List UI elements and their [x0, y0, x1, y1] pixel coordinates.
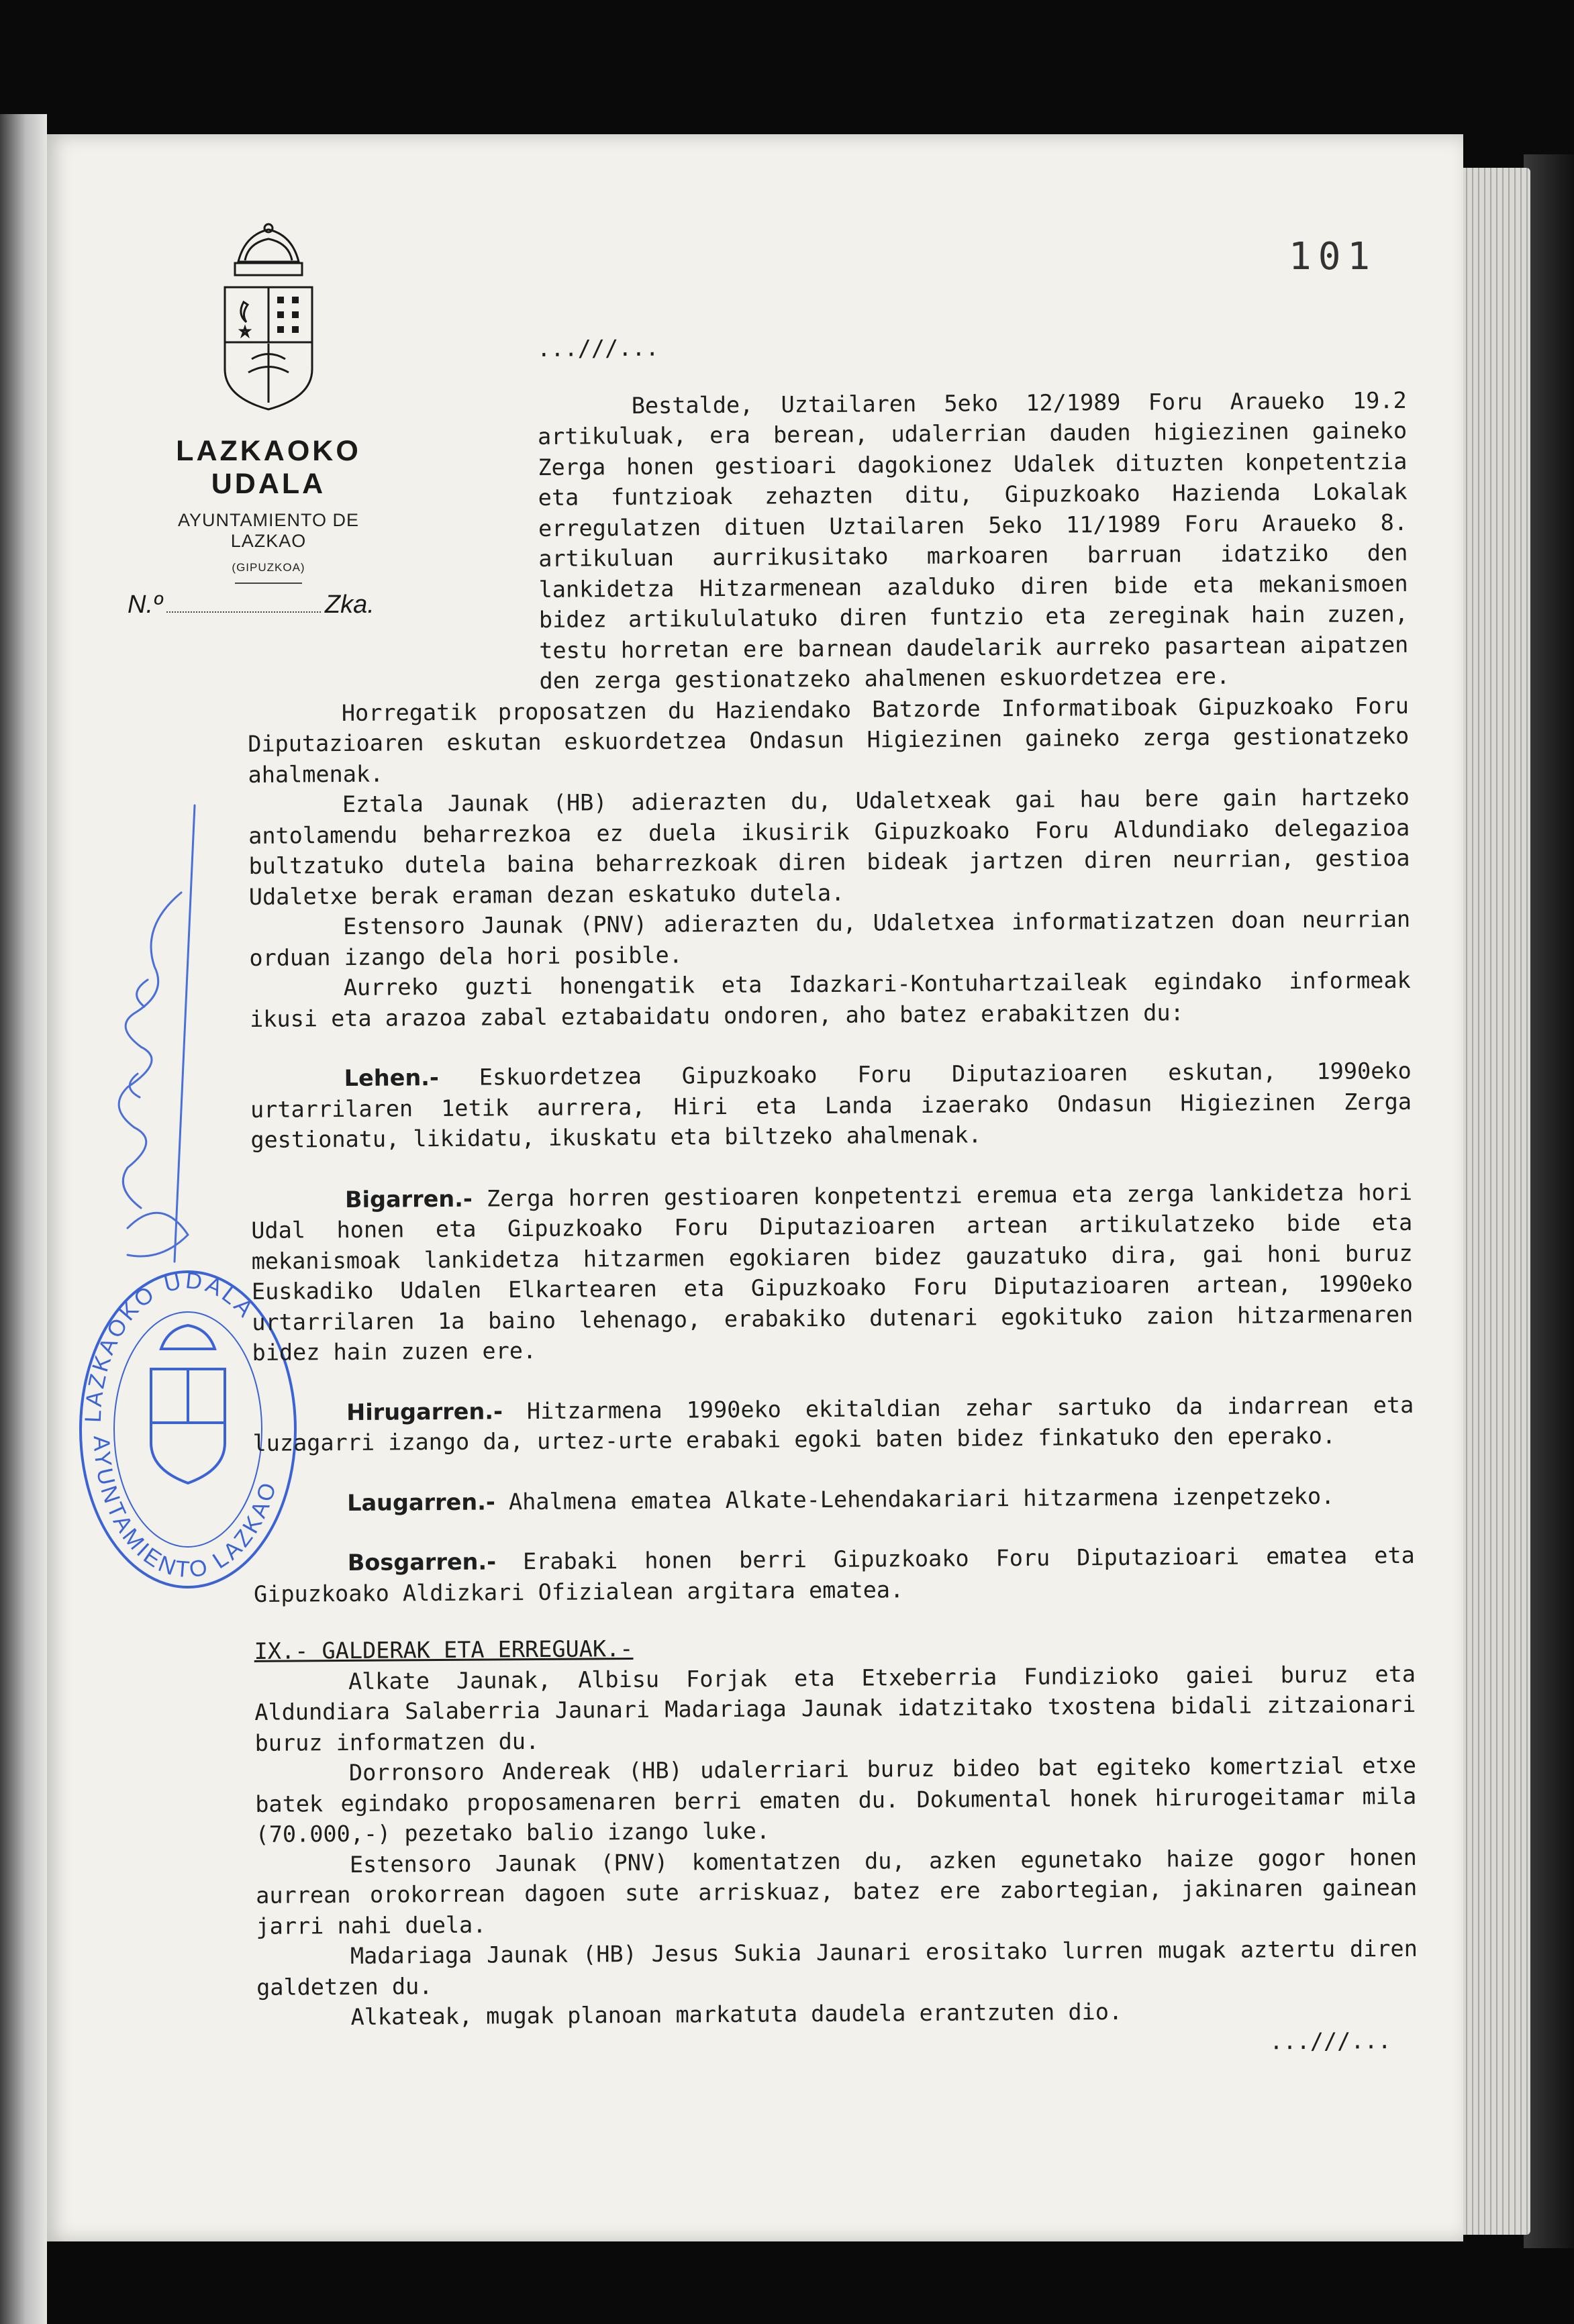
paragraph: Eztala Jaunak (HB) adierazten du, Udaletxeak gai hau bere gain hartzeko antolamendu beharrezkoa ez duela ikusirik Gipuzkoako Foru Aldundiako delegazioa bultzatuko dutela baina beharrezkoak diren bideak jartzen diren neurrian, gestioa Udaletxe berak eraman dezan eskatuko dutela. — [248, 783, 1410, 910]
continuation-marker-top: ...///... — [537, 334, 659, 362]
resolution-text: Erabaki honen berri Gipuzkoako Foru Diputazioari ematea eta Gipuzkoako Aldizkari Ofizialean argitara ematea. — [253, 1542, 1415, 1607]
paragraph: Aurreko guzti honengatik eta Idazkari-Kontuhartzaileak egindako informeak ikusi eta arazoa zabal eztabaidatu ondoren, aho batez erabakitzen du: — [249, 966, 1411, 1032]
handwritten-signature — [87, 792, 222, 1275]
intro-paragraph: Bestalde, Uztailaren 5eko 12/1989 Foru Araueko 19.2 artikuluak, era berean, udalerrian dauden higiezinen gaineko Zerga honen gestioari dagokionez Udalek dituzten konpetentzia eta funtzioak zehazten ditu, Gipuzkoako Hazienda Lokalak erregulatzen dituen Uztailaren 5eko 11/1989 Foru Araueko 8. artikuluan aurrikusitako markoaren barruan idatziko den lankidetza Hitzarmenean azalduko diren bide eta mekanismoen bidez artikululatuko diren funtzio eta zereginak hain zuzen, testu horretan ere barnean daudelarik aurreko pasartean aipatzen den zerga gestionatzeko ahalmenen eskuordetzea ere. — [537, 387, 1409, 694]
resolution-item — [253, 1480, 1414, 1519]
resolution-item — [250, 1056, 1412, 1156]
ref-zka-label: Zka. — [324, 591, 375, 619]
continuation-marker-bottom: ...///... — [1269, 2027, 1391, 2054]
paragraph: Horregatik proposatzen du Haziendako Batzorde Informatiboak Gipuzkoako Foru Diputazioaren eskutan eskuordetzea Ondasun Higiezinen gaineko zerga gestionatzeko ahalmenak. — [248, 692, 1410, 788]
document-body — [245, 327, 1418, 2064]
section-paragraph: Estensoro Jaunak (PNV) komentatzen du, azken egunetako haize gogor honen aurrean orokorrean dagoen sute arriskuaz, batez ere zabortegian, jakinaren gainean jarri nahi duela. — [256, 1843, 1418, 1939]
stamp-text-bottom: AYUNTAMIENTO LAZKAO — [88, 1435, 283, 1583]
section-paragraph: Madariaga Jaunak (HB) Jesus Sukia Jaunari erositako lurren mugak aztertu diren galdetzen du. — [256, 1935, 1418, 2001]
org-region: (GIPUZKOA) — [232, 561, 305, 574]
stamp-text-top: LAZKAOKO UDALA — [80, 1268, 260, 1423]
ref-number-label: N.º — [128, 591, 162, 619]
binder-shadow — [1524, 154, 1574, 2248]
page-number: 101 — [1289, 235, 1377, 279]
resolution-text: Hitzarmena 1990eko ekitaldian zehar sartuko da indarrean eta luzagarri izango da, urtez-urte erabaki egoki baten bidez finkatuko den eperako. — [252, 1391, 1414, 1456]
org-name: LAZKAOKO UDALA — [176, 435, 361, 500]
facing-page-edge — [0, 114, 47, 2324]
resolution-label: Bosgarren.- — [347, 1548, 497, 1576]
org-subtitle: AYUNTAMIENTO DE LAZKAO — [177, 510, 360, 551]
resolution-label: Hirugarren.- — [346, 1397, 503, 1425]
document-page — [47, 134, 1463, 2241]
section-paragraph: Alkateak, mugak planoan markatuta daudela erantzuten dio. — [350, 1998, 1123, 2030]
section-paragraph: Alkate Jaunak, Albisu Forjak eta Etxeberria Fundizioko gaiei buruz eta Aldundiara Salaberria Jaunari Madariaga Jaunak idatzitako txostena bidali zitzaionari buruz informatzen du. — [254, 1660, 1416, 1756]
resolution-label: Bigarren.- — [344, 1185, 473, 1213]
resolution-label: Laugarren.- — [347, 1488, 495, 1516]
resolution-text: Eskuordetzea Gipuzkoako Foru Diputazioaren eskutan, 1990eko urtarrilaren 1etik aurrera, Hiri eta Landa izaerako Ondasun Higiezinen Zerga gestionatu, likidatu, ikuskatu eta biltzeko ahalmenak. — [250, 1057, 1412, 1153]
resolution-item — [251, 1176, 1414, 1368]
resolution-item — [254, 1540, 1416, 1609]
section-title: IX.- GALDERAK ETA ERREGUAK.- — [254, 1635, 634, 1664]
section-paragraph: Dorronsoro Andereak (HB) udalerriari buruz bideo bat egiteko komertzial etxe batek egindako proposamenaren berri ematen du. Dokumental honek hirurogeitamar mila (70.000,-) pezetako balio izango luke. — [255, 1752, 1417, 1848]
resolution-item — [252, 1389, 1414, 1458]
resolution-label: Lehen.- — [344, 1064, 439, 1091]
resolution-text: Zerga horren gestioaren konpetentzi eremua eta zerga lankidetza hori Udal honen eta Gipuzkoako Foru Diputazioaren artean artikulatzeko bide eta mekanismoak lankidetza hitzarmen egokiaren bidez gauzatuko dira, gai honi buruz Euskadiko Udalen Elkartearen eta Gipuzkoako Foru Diputazioaren artean, 1990eko urtarrilaren 1a baino lehenago, erabakiko dutenari egokituko zaion hitzarmenaren bidez hain zuzen ere. — [251, 1178, 1414, 1366]
resolution-text: Ahalmena ematea Alkate-Lehendakariari hitzarmena izenpetzeko. — [508, 1482, 1335, 1515]
paragraph: Estensoro Jaunak (PNV) adierazten du, Udaletxea informatizatzen doan neurrian orduan izango dela hori posible. — [249, 905, 1411, 971]
